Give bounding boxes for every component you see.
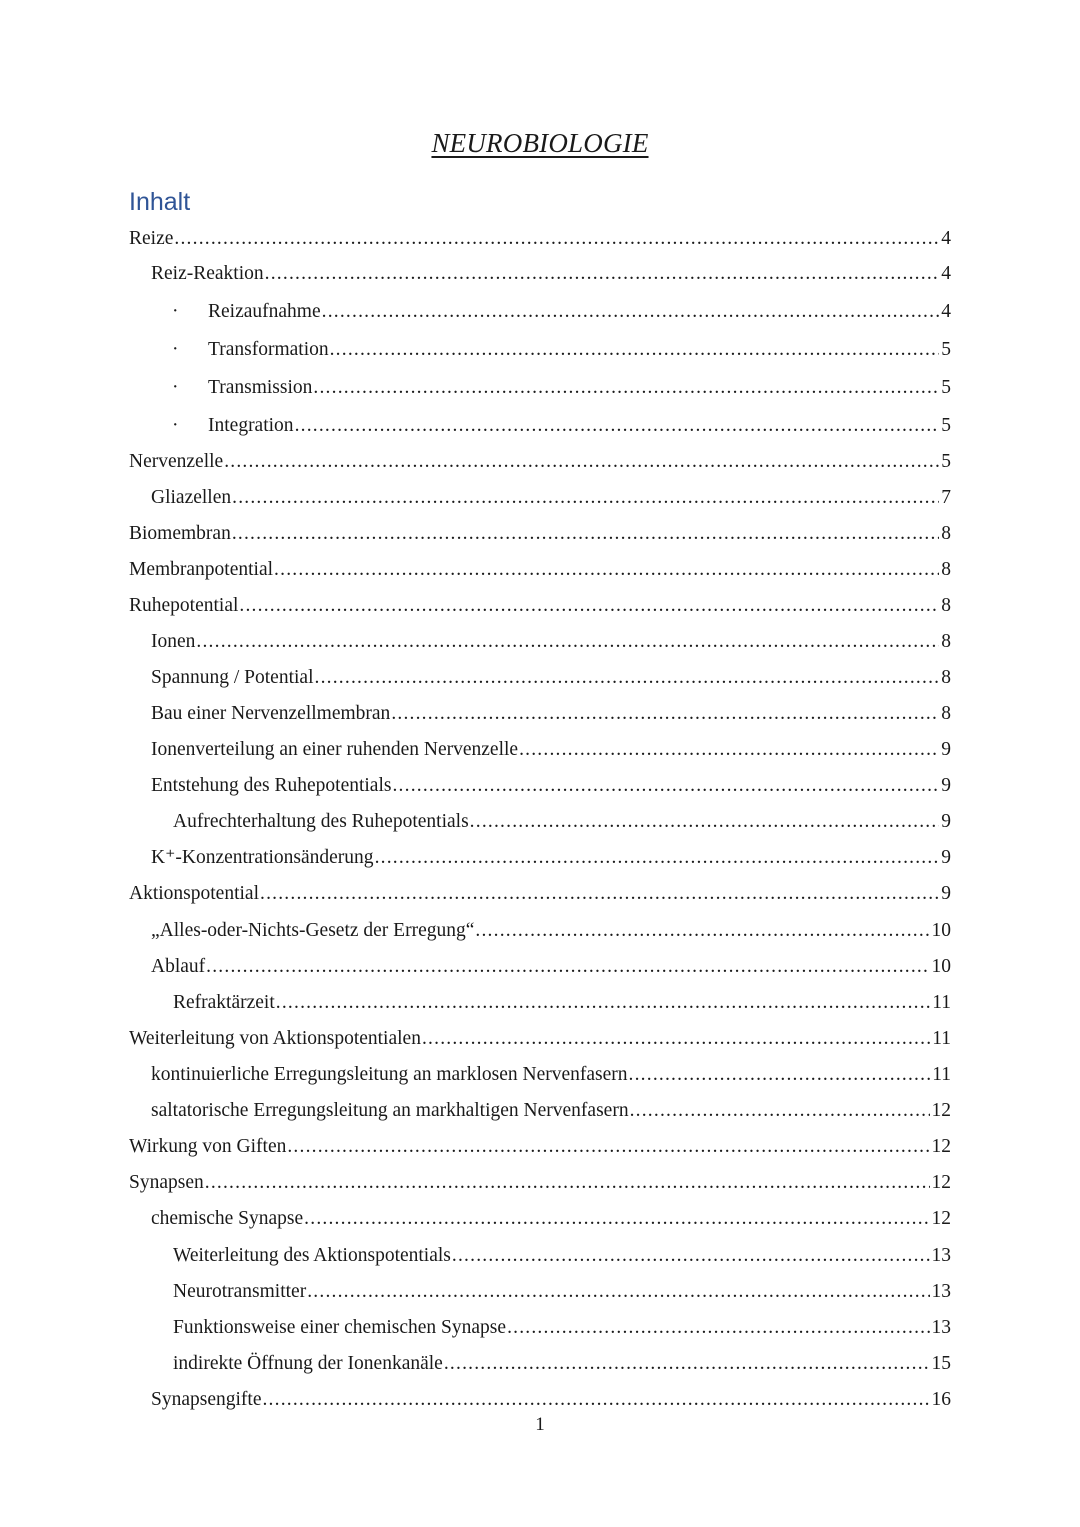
toc-entry-page: 11 — [932, 1064, 951, 1085]
toc-entry-label: Gliazellen — [151, 487, 232, 508]
toc-entry-page: 5 — [941, 339, 951, 360]
dot-leader — [274, 557, 939, 583]
toc-entry-page: 7 — [941, 487, 951, 508]
dot-leader — [452, 1243, 930, 1269]
toc-entry[interactable] — [151, 1098, 951, 1124]
toc-entry-page: 11 — [932, 1028, 951, 1049]
toc-entry-label: Refraktärzeit — [173, 992, 275, 1013]
dot-leader — [391, 701, 939, 727]
dot-leader — [304, 1206, 929, 1232]
toc-entry-label: Reize — [129, 228, 174, 249]
toc-entry-page: 12 — [931, 1208, 951, 1229]
dot-leader — [174, 226, 939, 252]
toc-entry-label: Ablauf — [151, 956, 206, 977]
dot-leader — [196, 629, 939, 655]
toc-entry-page: 13 — [931, 1245, 951, 1266]
toc-entry-label: Entstehung des Ruhepotentials — [151, 775, 392, 796]
toc-entry-label: saltatorische Erregungsleitung an markhaltigen Nervenfasern — [151, 1100, 629, 1121]
dot-leader — [307, 1279, 929, 1305]
page-number: 1 — [535, 1414, 545, 1435]
toc-entry-label: Ionen — [151, 631, 196, 652]
toc-entry[interactable] — [129, 449, 951, 475]
document-title: NEUROBIOLOGIE — [431, 128, 649, 158]
toc-entry-label: Synapsengifte — [151, 1389, 262, 1410]
toc-entry-label: Nervenzelle — [129, 451, 224, 472]
dot-leader — [444, 1351, 930, 1377]
toc-entry-page: 16 — [931, 1389, 951, 1410]
toc-entry-page: 8 — [941, 523, 951, 544]
dot-leader — [232, 485, 939, 511]
toc-entry-page: 8 — [941, 559, 951, 580]
dot-leader — [315, 665, 940, 691]
dot-leader — [313, 375, 939, 401]
dot-leader — [422, 1026, 930, 1052]
toc-entry-label: Funktionsweise einer chemischen Synapse — [173, 1317, 507, 1338]
toc-entry-label: Neurotransmitter — [173, 1281, 307, 1302]
toc-entry-page: 12 — [931, 1100, 951, 1121]
toc-entry-page: 4 — [941, 301, 951, 322]
toc-entry[interactable] — [129, 1134, 951, 1160]
toc-entry[interactable] — [151, 845, 951, 871]
dot-leader — [239, 593, 939, 619]
toc-entry-page: 9 — [941, 847, 951, 868]
toc-entry-page: 10 — [931, 956, 951, 977]
toc-entry-label: Transformation — [208, 339, 329, 360]
toc-entry[interactable] — [151, 485, 951, 511]
toc-entry-label: Wirkung von Giften — [129, 1136, 287, 1157]
toc-entry-label: Membranpotential — [129, 559, 274, 580]
toc-entry-page: 8 — [941, 631, 951, 652]
toc-entry-page: 5 — [941, 415, 951, 436]
toc-entry[interactable] — [173, 990, 951, 1016]
toc-entry[interactable] — [129, 593, 951, 619]
toc-entry-page: 13 — [931, 1281, 951, 1302]
toc-entry-label: Weiterleitung von Aktionspotentialen — [129, 1028, 421, 1049]
dot-leader — [260, 881, 939, 907]
toc-entry[interactable] — [151, 1062, 951, 1088]
dot-leader — [295, 413, 940, 439]
toc-entry[interactable] — [173, 1243, 951, 1269]
toc-entry-label: Aktionspotential — [129, 883, 259, 904]
toc-entry-page: 9 — [941, 811, 951, 832]
toc-entry[interactable] — [151, 954, 951, 980]
toc-entry[interactable] — [173, 1315, 951, 1341]
toc-entry-page: 12 — [931, 1172, 951, 1193]
toc-entry[interactable] — [172, 375, 951, 401]
toc-entry-label: Spannung / Potential — [151, 667, 314, 688]
dot-leader — [232, 521, 939, 547]
dot-leader — [224, 449, 939, 475]
bullet-icon: · — [172, 339, 179, 360]
toc-entry-page: 10 — [931, 920, 951, 941]
toc-entry[interactable] — [172, 337, 951, 363]
toc-entry[interactable] — [151, 701, 951, 727]
toc-entry[interactable] — [151, 773, 951, 799]
toc-entry-page: 8 — [941, 667, 951, 688]
toc-entry[interactable] — [129, 557, 951, 583]
toc-entry-label: Reizaufnahme — [208, 301, 321, 322]
toc-entry[interactable] — [129, 521, 951, 547]
toc-entry-page: 9 — [941, 775, 951, 796]
toc-entry-page: 5 — [941, 377, 951, 398]
toc-entry-page: 4 — [941, 263, 951, 284]
toc-entry-label: kontinuierliche Erregungsleitung an marklosen Nervenfasern — [151, 1064, 628, 1085]
toc-entry[interactable] — [173, 1279, 951, 1305]
dot-leader — [265, 261, 940, 287]
toc-entry-label: Biomembran — [129, 523, 231, 544]
dot-leader — [262, 1387, 929, 1413]
toc-entry-label: K⁺-Konzentrationsänderung — [151, 847, 374, 868]
toc-entry-label: Synapsen — [129, 1172, 204, 1193]
toc-entry-label: Bau einer Nervenzellmembran — [151, 703, 391, 724]
toc-entry[interactable] — [151, 1387, 951, 1413]
toc-entry-page: 5 — [941, 451, 951, 472]
toc-entry-page: 4 — [941, 228, 951, 249]
dot-leader — [475, 918, 929, 944]
toc-entry[interactable] — [151, 629, 951, 655]
bullet-icon: · — [172, 415, 179, 436]
dot-leader — [287, 1134, 929, 1160]
dot-leader — [330, 337, 940, 363]
dot-leader — [206, 954, 929, 980]
toc-entry[interactable] — [129, 881, 951, 907]
toc-entry[interactable] — [172, 299, 951, 325]
dot-leader — [519, 737, 939, 763]
toc-entry-page: 8 — [941, 703, 951, 724]
toc-entry[interactable] — [129, 1026, 951, 1052]
toc-entry-page: 11 — [932, 992, 951, 1013]
toc-entry-label: Integration — [208, 415, 294, 436]
toc-entry[interactable] — [151, 737, 951, 763]
toc-entry[interactable] — [172, 413, 951, 439]
toc-entry-page: 8 — [941, 595, 951, 616]
toc-entry[interactable] — [173, 809, 951, 835]
bullet-icon: · — [172, 301, 179, 322]
dot-leader — [470, 809, 940, 835]
toc-entry-label: „Alles-oder-Nichts-Gesetz der Erregung“ — [151, 920, 475, 941]
toc-entry[interactable] — [151, 1206, 951, 1232]
toc-entry-page: 9 — [941, 739, 951, 760]
bullet-icon: · — [172, 377, 179, 398]
toc-heading: Inhalt — [129, 188, 191, 216]
toc-entry-page: 9 — [941, 883, 951, 904]
toc-entry-page: 13 — [931, 1317, 951, 1338]
toc-entry-label: chemische Synapse — [151, 1208, 304, 1229]
toc-entry-label: Ruhepotential — [129, 595, 239, 616]
dot-leader — [507, 1315, 929, 1341]
toc-entry-label: indirekte Öffnung der Ionenkanäle — [173, 1353, 443, 1374]
toc-entry-label: Reiz-Reaktion — [151, 263, 264, 284]
toc-entry-label: Weiterleitung des Aktionspotentials — [173, 1245, 451, 1266]
toc-entry[interactable] — [151, 261, 951, 287]
dot-leader — [205, 1170, 930, 1196]
dot-leader — [276, 990, 930, 1016]
dot-leader — [392, 773, 939, 799]
toc-entry-page: 15 — [931, 1353, 951, 1374]
dot-leader — [375, 845, 940, 871]
toc-entry[interactable] — [151, 665, 951, 691]
toc-entry[interactable] — [151, 918, 951, 944]
toc-entry-label: Ionenverteilung an einer ruhenden Nervenzelle — [151, 739, 519, 760]
toc-entry[interactable] — [129, 1170, 951, 1196]
toc-entry[interactable] — [173, 1351, 951, 1377]
dot-leader — [629, 1062, 931, 1088]
toc-entry-label: Aufrechterhaltung des Ruhepotentials — [173, 811, 469, 832]
dot-leader — [322, 299, 940, 325]
toc-entry-label: Transmission — [208, 377, 313, 398]
dot-leader — [630, 1098, 930, 1124]
toc-entry-page: 12 — [931, 1136, 951, 1157]
toc-entry[interactable] — [129, 226, 951, 252]
